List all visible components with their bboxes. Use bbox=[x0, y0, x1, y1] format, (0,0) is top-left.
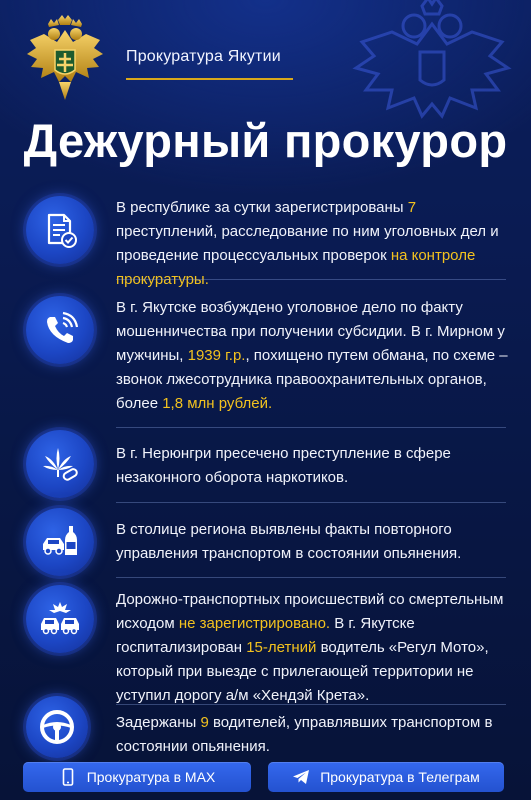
divider bbox=[116, 279, 506, 280]
steering-wheel-icon bbox=[37, 707, 77, 747]
item-text bbox=[116, 711, 516, 759]
document-check-icon bbox=[40, 210, 80, 250]
highlighted-text: 9 bbox=[200, 714, 209, 731]
telegram-icon bbox=[292, 768, 310, 786]
item-text bbox=[116, 296, 516, 416]
text-fragment: , похищено путем обмана, по схеме – звонок лжесотрудника правоохранительных органов, более bbox=[116, 347, 508, 412]
max-channel-label: Прокуратура в MAX bbox=[86, 769, 216, 785]
icon-circle bbox=[26, 430, 94, 498]
icon-circle bbox=[26, 296, 94, 364]
cannabis-pill-icon bbox=[40, 444, 80, 484]
phone-call-icon bbox=[40, 310, 80, 350]
text-fragment: В республике за сутки зарегистрированы bbox=[116, 199, 408, 216]
telegram-channel-label: Прокуратура в Телеграм bbox=[320, 769, 480, 785]
item-text bbox=[116, 196, 516, 292]
organization-name: Прокуратура Якутии bbox=[126, 48, 281, 65]
text-fragment: В г. Нерюнгри пресечено преступление в сфере незаконного оборота наркотиков. bbox=[116, 445, 451, 486]
item-text bbox=[116, 588, 516, 708]
text-fragment: водитель «Регул Мото», который при выезде с прилегающей территории не уступил дорогу а/м «Хендэй Крета». bbox=[116, 639, 489, 704]
header bbox=[0, 0, 531, 110]
telegram-channel-button[interactable] bbox=[268, 762, 504, 792]
text-fragment: Задержаны bbox=[116, 714, 201, 731]
highlighted-text: не зарегистрировано. bbox=[178, 615, 331, 632]
text-fragment: В г. Якутске госпитализирован bbox=[116, 615, 415, 656]
icon-circle bbox=[26, 585, 94, 653]
highlighted-text: 15-летний bbox=[246, 639, 317, 656]
text-fragment: Дорожно-транспортных происшествий со смертельным исходом bbox=[116, 591, 504, 632]
divider bbox=[116, 502, 506, 503]
text-fragment: преступлений, расследование по ним уголовных дел и проведение процессуальных проверок bbox=[116, 223, 499, 264]
divider bbox=[116, 427, 506, 428]
page-title: Дежурный прокурор bbox=[23, 114, 508, 167]
highlighted-text: на контроле прокуратуры. bbox=[116, 247, 476, 288]
divider bbox=[116, 577, 506, 578]
highlighted-text: 1939 г.р. bbox=[187, 347, 246, 364]
highlighted-text: 7 bbox=[407, 199, 417, 216]
item-text bbox=[116, 442, 516, 490]
max-channel-button[interactable] bbox=[23, 762, 251, 792]
car-bottle-icon bbox=[40, 522, 80, 562]
highlighted-text: 1,8 млн рублей. bbox=[162, 395, 273, 412]
divider bbox=[116, 704, 506, 705]
icon-circle bbox=[26, 196, 94, 264]
icon-circle bbox=[26, 696, 88, 758]
double-headed-eagle-emblem-icon bbox=[24, 12, 106, 107]
smartphone-icon bbox=[59, 768, 77, 786]
text-fragment: В столице региона выявлены факты повторного управления транспортом в состоянии опьянения. bbox=[116, 521, 462, 562]
text-fragment: водителей, управлявших транспортом в состоянии опьянения. bbox=[116, 714, 493, 755]
text-fragment: В г. Якутске возбуждено уголовное дело по факту мошенничества при получении субсидии. В г. Мирном у мужчины, bbox=[116, 299, 505, 364]
icon-circle bbox=[26, 508, 94, 576]
header-underline bbox=[126, 78, 293, 80]
item-text bbox=[116, 518, 516, 566]
car-crash-icon bbox=[40, 599, 80, 639]
